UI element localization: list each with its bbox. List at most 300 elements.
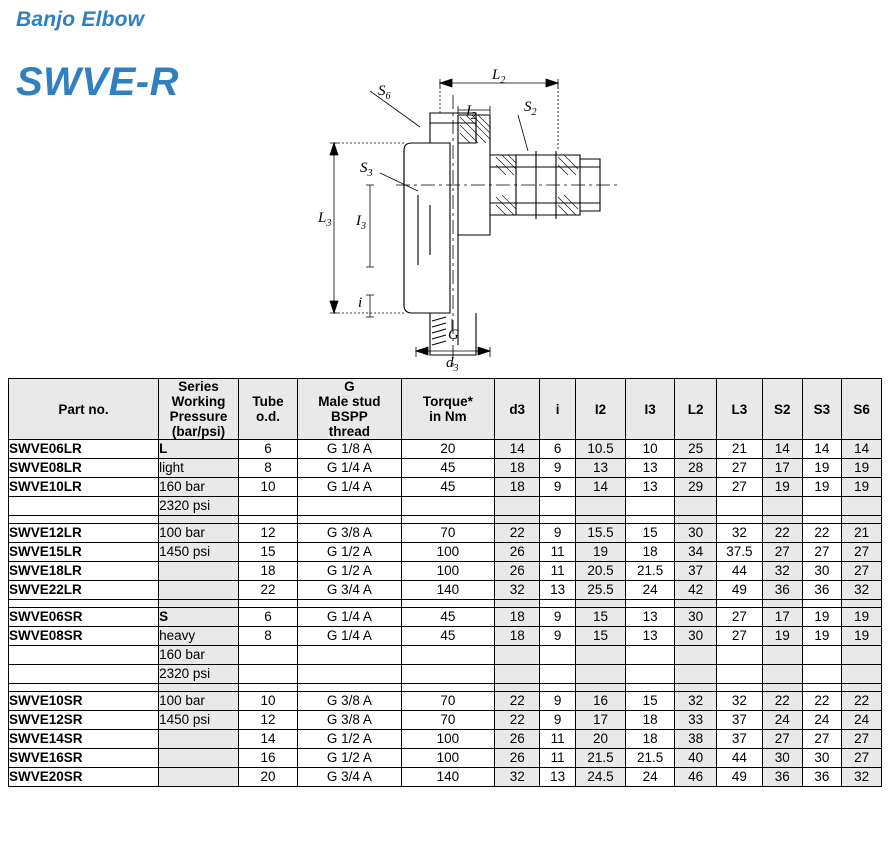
table-group — [9, 524, 882, 600]
cell-l2: 29 — [675, 478, 716, 497]
cell-s6: 27 — [842, 749, 882, 768]
cell-s6: 32 — [842, 768, 882, 787]
spacer-cell — [9, 684, 159, 692]
cell-i3: 24 — [625, 768, 675, 787]
spacer-cell — [802, 684, 842, 692]
table-row — [9, 524, 882, 543]
cell-l3: 27 — [716, 478, 762, 497]
cell-i3: 13 — [625, 627, 675, 646]
header-i3: I3 — [625, 379, 675, 440]
cell-l3: 37 — [716, 711, 762, 730]
cell-l2: 30 — [675, 608, 716, 627]
cell-i3: 13 — [625, 478, 675, 497]
spacer-cell — [401, 516, 495, 524]
cell-l3: 44 — [716, 749, 762, 768]
cell-series: 1450 psi — [159, 711, 239, 730]
cell-l2 — [675, 497, 716, 516]
cell-s3 — [802, 646, 842, 665]
cell-series: light — [159, 459, 239, 478]
cell-l2 — [675, 646, 716, 665]
cell-thread: G 1/2 A — [298, 562, 402, 581]
cell-i — [540, 646, 576, 665]
cell-s2: 27 — [762, 543, 802, 562]
cell-d3: 22 — [495, 692, 540, 711]
cell-i2 — [576, 665, 626, 684]
cell-i3: 18 — [625, 543, 675, 562]
cell-l2: 28 — [675, 459, 716, 478]
cell-tube: 10 — [238, 692, 297, 711]
table-row — [9, 562, 882, 581]
cell-series: 100 bar — [159, 692, 239, 711]
cell-l3: 21 — [716, 440, 762, 459]
spacer-cell — [298, 684, 402, 692]
cell-i3: 21.5 — [625, 749, 675, 768]
header-tube: Tube o.d. — [238, 379, 297, 440]
spacer-cell — [762, 600, 802, 608]
cell-s2 — [762, 665, 802, 684]
cell-series: S — [159, 608, 239, 627]
table-row — [9, 692, 882, 711]
spacer-cell — [238, 516, 297, 524]
label-s3: $S_3$ — [360, 160, 373, 179]
cell-tube: 14 — [238, 730, 297, 749]
cell-s3: 14 — [802, 440, 842, 459]
header-i: i — [540, 379, 576, 440]
cell-i3 — [625, 646, 675, 665]
table-row — [9, 608, 882, 627]
cell-i: 9 — [540, 478, 576, 497]
cell-tube — [238, 646, 297, 665]
cell-tube: 20 — [238, 768, 297, 787]
cell-series: L — [159, 440, 239, 459]
cell-l3: 27 — [716, 459, 762, 478]
spacer-cell — [842, 516, 882, 524]
cell-d3: 26 — [495, 562, 540, 581]
table-row — [9, 459, 882, 478]
cell-i2: 17 — [576, 711, 626, 730]
cell-thread: G 3/8 A — [298, 524, 402, 543]
header-s3: S3 — [802, 379, 842, 440]
spacer-cell — [540, 600, 576, 608]
cell-l3: 32 — [716, 524, 762, 543]
cell-d3 — [495, 646, 540, 665]
spacer-cell — [802, 600, 842, 608]
spacer-cell — [576, 516, 626, 524]
cell-torque: 100 — [401, 543, 495, 562]
cell-s3: 19 — [802, 627, 842, 646]
cell-series — [159, 768, 239, 787]
cell-d3: 18 — [495, 627, 540, 646]
cell-tube: 22 — [238, 581, 297, 600]
cell-torque: 20 — [401, 440, 495, 459]
cell-d3 — [495, 665, 540, 684]
cell-s2: 24 — [762, 711, 802, 730]
label-s6: $S_6$ — [378, 83, 391, 102]
cell-s6: 21 — [842, 524, 882, 543]
table-group — [9, 692, 882, 787]
cell-part-no: SWVE16SR — [9, 749, 159, 768]
cell-l3: 49 — [716, 581, 762, 600]
cell-i: 9 — [540, 627, 576, 646]
spacer-cell — [625, 516, 675, 524]
cell-l3: 27 — [716, 627, 762, 646]
cell-s6 — [842, 497, 882, 516]
group-spacer — [9, 600, 882, 608]
cell-i2 — [576, 646, 626, 665]
cell-series — [159, 749, 239, 768]
cell-l2 — [675, 665, 716, 684]
label-i2: $I_2$ — [466, 103, 476, 122]
spacer-cell — [762, 684, 802, 692]
cell-l3: 49 — [716, 768, 762, 787]
cell-i3 — [625, 665, 675, 684]
cell-s3: 19 — [802, 608, 842, 627]
cell-part-no: SWVE10SR — [9, 692, 159, 711]
cell-l2: 30 — [675, 627, 716, 646]
cell-s6: 19 — [842, 627, 882, 646]
cell-s6: 14 — [842, 440, 882, 459]
spacer-cell — [625, 684, 675, 692]
cell-s6: 19 — [842, 608, 882, 627]
cell-s3: 22 — [802, 692, 842, 711]
spacer-cell — [716, 600, 762, 608]
cell-series — [159, 730, 239, 749]
table-row — [9, 646, 882, 665]
cell-i3: 13 — [625, 608, 675, 627]
cell-d3: 26 — [495, 749, 540, 768]
cell-part-no — [9, 497, 159, 516]
cell-s3: 27 — [802, 730, 842, 749]
cell-i: 9 — [540, 459, 576, 478]
cell-thread — [298, 665, 402, 684]
cell-tube: 8 — [238, 459, 297, 478]
spacer-cell — [540, 684, 576, 692]
cell-i3: 24 — [625, 581, 675, 600]
cell-l3 — [716, 646, 762, 665]
cell-i3: 21.5 — [625, 562, 675, 581]
table-row — [9, 730, 882, 749]
cell-l3: 37.5 — [716, 543, 762, 562]
label-i3: $I_3$ — [356, 213, 366, 232]
spacer-cell — [675, 600, 716, 608]
spacer-cell — [238, 600, 297, 608]
cell-thread — [298, 497, 402, 516]
cell-tube: 6 — [238, 608, 297, 627]
cell-thread: G 3/4 A — [298, 581, 402, 600]
spacer-cell — [298, 600, 402, 608]
cell-thread: G 1/4 A — [298, 478, 402, 497]
cell-part-no: SWVE12LR — [9, 524, 159, 543]
spacer-cell — [401, 600, 495, 608]
cell-i: 13 — [540, 581, 576, 600]
spacer-cell — [576, 600, 626, 608]
product-subtitle: Banjo Elbow — [16, 8, 145, 31]
cell-torque: 70 — [401, 524, 495, 543]
table-row — [9, 627, 882, 646]
spacer-cell — [540, 516, 576, 524]
table-row — [9, 749, 882, 768]
cell-l2: 42 — [675, 581, 716, 600]
table-header-row — [9, 379, 882, 440]
table-row — [9, 440, 882, 459]
cell-series: 160 bar — [159, 478, 239, 497]
group-spacer — [9, 684, 882, 692]
cell-tube: 12 — [238, 524, 297, 543]
cell-part-no: SWVE22LR — [9, 581, 159, 600]
spacer-cell — [716, 516, 762, 524]
label-d3: $d_3$ — [446, 355, 459, 374]
cell-i2: 24.5 — [576, 768, 626, 787]
cell-d3: 14 — [495, 440, 540, 459]
cell-tube: 6 — [238, 440, 297, 459]
cell-l3 — [716, 497, 762, 516]
cell-series — [159, 562, 239, 581]
spacer-cell — [159, 684, 239, 692]
cell-s3 — [802, 665, 842, 684]
cell-d3: 18 — [495, 459, 540, 478]
cell-part-no — [9, 646, 159, 665]
cell-l2: 37 — [675, 562, 716, 581]
spacer-cell — [9, 600, 159, 608]
cell-torque: 45 — [401, 459, 495, 478]
cell-thread: G 3/4 A — [298, 768, 402, 787]
cell-i2: 14 — [576, 478, 626, 497]
spacer-cell — [9, 516, 159, 524]
cell-s2: 22 — [762, 692, 802, 711]
cell-i3: 15 — [625, 692, 675, 711]
cell-s2: 32 — [762, 562, 802, 581]
cell-part-no: SWVE18LR — [9, 562, 159, 581]
cell-thread: G 1/2 A — [298, 543, 402, 562]
cell-s3: 24 — [802, 711, 842, 730]
cell-thread: G 1/2 A — [298, 749, 402, 768]
cell-series: 2320 psi — [159, 665, 239, 684]
cell-s2: 14 — [762, 440, 802, 459]
cell-torque — [401, 497, 495, 516]
cell-s2: 27 — [762, 730, 802, 749]
cell-s3: 36 — [802, 581, 842, 600]
cell-thread: G 3/8 A — [298, 711, 402, 730]
cell-tube: 10 — [238, 478, 297, 497]
cell-l2: 33 — [675, 711, 716, 730]
cell-series: 1450 psi — [159, 543, 239, 562]
cell-i: 11 — [540, 543, 576, 562]
cell-i2: 16 — [576, 692, 626, 711]
table-row — [9, 768, 882, 787]
cell-tube: 16 — [238, 749, 297, 768]
label-i: i — [358, 295, 363, 311]
cell-s6 — [842, 665, 882, 684]
cell-s6: 19 — [842, 459, 882, 478]
group-spacer — [9, 516, 882, 524]
cell-tube: 15 — [238, 543, 297, 562]
cell-s3: 36 — [802, 768, 842, 787]
cell-i2: 13 — [576, 459, 626, 478]
cell-tube: 12 — [238, 711, 297, 730]
header-series: Series Working Pressure (bar/psi) — [159, 379, 239, 440]
spacer-cell — [495, 516, 540, 524]
cell-s3: 19 — [802, 478, 842, 497]
cell-l2: 40 — [675, 749, 716, 768]
cell-l2: 34 — [675, 543, 716, 562]
cell-thread — [298, 646, 402, 665]
cell-part-no: SWVE08SR — [9, 627, 159, 646]
cell-s2: 17 — [762, 459, 802, 478]
label-s2: $S_2$ — [524, 99, 537, 118]
cell-part-no: SWVE06SR — [9, 608, 159, 627]
cell-part-no: SWVE08LR — [9, 459, 159, 478]
cell-i2: 20.5 — [576, 562, 626, 581]
cell-i2: 15.5 — [576, 524, 626, 543]
header-l3: L3 — [716, 379, 762, 440]
cell-i: 11 — [540, 749, 576, 768]
cell-part-no: SWVE06LR — [9, 440, 159, 459]
specification-table — [8, 378, 882, 787]
cell-tube: 18 — [238, 562, 297, 581]
header-i2: I2 — [576, 379, 626, 440]
spacer-cell — [159, 600, 239, 608]
cell-i2: 19 — [576, 543, 626, 562]
cell-l3: 32 — [716, 692, 762, 711]
cell-i3 — [625, 497, 675, 516]
cell-l3: 27 — [716, 608, 762, 627]
page-title: SWVE-R — [16, 60, 179, 104]
cell-torque: 140 — [401, 768, 495, 787]
cell-s6: 24 — [842, 711, 882, 730]
header-s6: S6 — [842, 379, 882, 440]
cell-s3: 30 — [802, 562, 842, 581]
cell-l2: 32 — [675, 692, 716, 711]
spacer-cell — [495, 684, 540, 692]
cell-series: 160 bar — [159, 646, 239, 665]
cell-s3: 27 — [802, 543, 842, 562]
cell-s6: 19 — [842, 478, 882, 497]
table-group — [9, 440, 882, 516]
spacer-cell — [842, 600, 882, 608]
cell-i2: 20 — [576, 730, 626, 749]
label-l2: $L_2$ — [492, 67, 506, 86]
cell-thread: G 1/2 A — [298, 730, 402, 749]
cell-i: 9 — [540, 692, 576, 711]
spacer-cell — [298, 516, 402, 524]
spacer-cell — [762, 516, 802, 524]
cell-l3: 37 — [716, 730, 762, 749]
table-row — [9, 497, 882, 516]
table-row — [9, 711, 882, 730]
cell-s3 — [802, 497, 842, 516]
table-row — [9, 478, 882, 497]
cell-i: 6 — [540, 440, 576, 459]
cell-torque: 45 — [401, 478, 495, 497]
cell-s2: 19 — [762, 627, 802, 646]
cell-tube — [238, 497, 297, 516]
spacer-cell — [716, 684, 762, 692]
header-thread: G Male stud BSPP thread — [298, 379, 402, 440]
cell-i: 11 — [540, 562, 576, 581]
cell-s6: 27 — [842, 543, 882, 562]
cell-i: 13 — [540, 768, 576, 787]
cell-i3: 18 — [625, 711, 675, 730]
cell-series — [159, 581, 239, 600]
spacer-cell — [842, 684, 882, 692]
cell-torque: 100 — [401, 562, 495, 581]
cell-i: 9 — [540, 524, 576, 543]
header-l2: L2 — [675, 379, 716, 440]
cell-s3: 19 — [802, 459, 842, 478]
cell-i: 11 — [540, 730, 576, 749]
cell-l3: 44 — [716, 562, 762, 581]
cell-d3: 32 — [495, 768, 540, 787]
cell-i2: 21.5 — [576, 749, 626, 768]
cell-part-no: SWVE20SR — [9, 768, 159, 787]
cell-torque: 45 — [401, 627, 495, 646]
cell-thread: G 1/8 A — [298, 440, 402, 459]
cell-l2: 25 — [675, 440, 716, 459]
spacer-cell — [625, 600, 675, 608]
cell-part-no: SWVE14SR — [9, 730, 159, 749]
cell-i2: 10.5 — [576, 440, 626, 459]
cell-torque: 100 — [401, 749, 495, 768]
spacer-cell — [401, 684, 495, 692]
cell-thread: G 1/4 A — [298, 608, 402, 627]
cell-thread: G 1/4 A — [298, 459, 402, 478]
table-group — [9, 608, 882, 684]
cell-s2: 36 — [762, 581, 802, 600]
cell-i2: 25.5 — [576, 581, 626, 600]
header-torque: Torque* in Nm — [401, 379, 495, 440]
cell-series: 100 bar — [159, 524, 239, 543]
table-row — [9, 543, 882, 562]
cell-torque: 45 — [401, 608, 495, 627]
spacer-cell — [675, 516, 716, 524]
cell-part-no: SWVE10LR — [9, 478, 159, 497]
label-g: G — [448, 327, 459, 343]
cell-s6: 32 — [842, 581, 882, 600]
cell-s2: 36 — [762, 768, 802, 787]
cell-l3 — [716, 665, 762, 684]
cell-series: heavy — [159, 627, 239, 646]
cell-torque — [401, 665, 495, 684]
cell-torque: 70 — [401, 711, 495, 730]
cell-l2: 38 — [675, 730, 716, 749]
cell-s2: 17 — [762, 608, 802, 627]
cell-s2: 19 — [762, 478, 802, 497]
cell-i: 9 — [540, 711, 576, 730]
cell-d3: 22 — [495, 524, 540, 543]
cell-i3: 18 — [625, 730, 675, 749]
cell-s3: 22 — [802, 524, 842, 543]
cell-torque: 100 — [401, 730, 495, 749]
cell-thread: G 3/8 A — [298, 692, 402, 711]
cell-s3: 30 — [802, 749, 842, 768]
spacer-cell — [675, 684, 716, 692]
table-row — [9, 581, 882, 600]
cell-l2: 46 — [675, 768, 716, 787]
cell-i2: 15 — [576, 608, 626, 627]
cell-s2: 22 — [762, 524, 802, 543]
cell-s6: 22 — [842, 692, 882, 711]
cell-s2 — [762, 497, 802, 516]
cell-d3: 26 — [495, 730, 540, 749]
header-s2: S2 — [762, 379, 802, 440]
technical-drawing — [300, 55, 720, 375]
spacer-cell — [495, 600, 540, 608]
spacer-cell — [802, 516, 842, 524]
cell-s2 — [762, 646, 802, 665]
cell-tube — [238, 665, 297, 684]
cell-s6: 27 — [842, 562, 882, 581]
cell-part-no: SWVE12SR — [9, 711, 159, 730]
